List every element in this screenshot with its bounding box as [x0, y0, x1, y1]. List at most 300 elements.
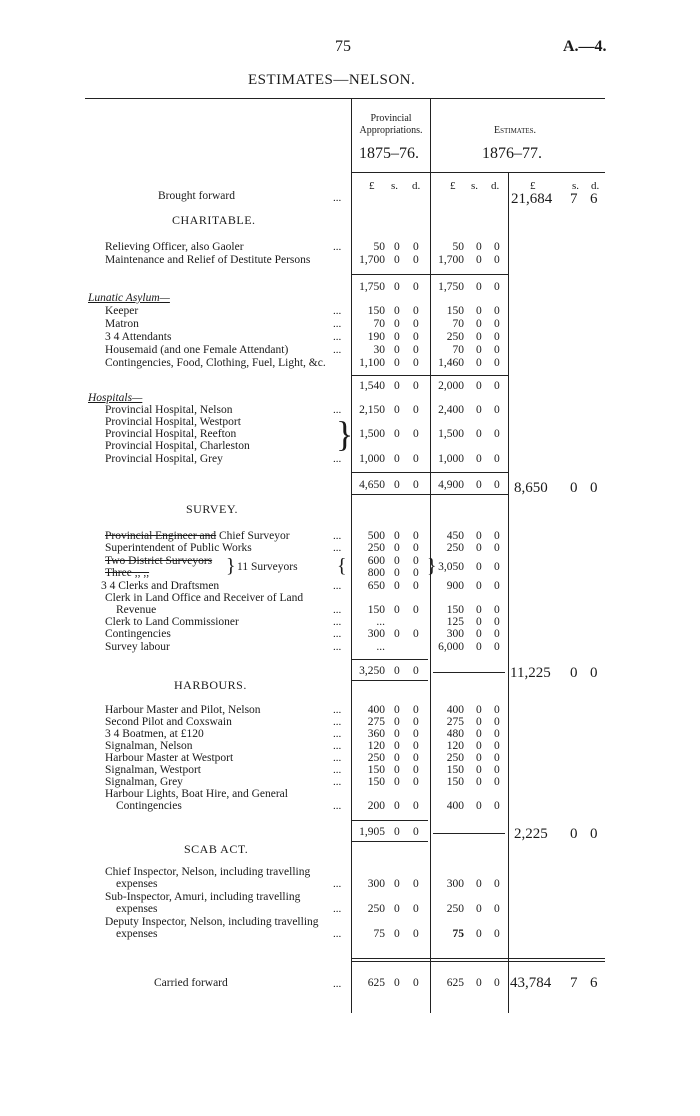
header-rule-right	[508, 172, 605, 173]
zero-s: 0	[476, 305, 482, 317]
zero-d: 0	[494, 928, 500, 940]
survey-row-label: Three ,, ,,	[105, 567, 150, 579]
zero-d: 0	[494, 728, 500, 740]
zero-d: 0	[494, 380, 500, 392]
zero-s: 0	[476, 404, 482, 416]
scab-row-prov: 75	[373, 928, 385, 940]
dash-rule	[433, 833, 505, 834]
zero-s: 0	[394, 479, 400, 491]
leader-dots: ...	[333, 530, 342, 542]
leader-dots: ...	[333, 752, 342, 764]
prov-header-line2: Appropriations.	[359, 125, 423, 136]
hospital-row-est: 1,000	[438, 453, 464, 465]
zero-d: 0	[413, 826, 419, 838]
leader-dots: ...	[333, 192, 342, 204]
zero-s: 0	[394, 740, 400, 752]
zero-s: 0	[394, 331, 400, 343]
zero-d: 0	[413, 728, 419, 740]
zero-s: 0	[394, 530, 400, 542]
zero-d: 0	[413, 800, 419, 812]
zero-d: 0	[494, 878, 500, 890]
prov-year: 1875–76.	[359, 145, 419, 162]
lunatic-row-label: 3 4 Attendants	[105, 331, 172, 343]
zero-s: 0	[476, 977, 482, 989]
zero-d: 0	[413, 331, 419, 343]
zero-d: 0	[494, 428, 500, 440]
vline-prov	[351, 99, 352, 1013]
zero-d: 0	[413, 305, 419, 317]
leader-dots: ...	[333, 764, 342, 776]
leader-dots: ...	[333, 800, 342, 812]
zero-s: 0	[476, 357, 482, 369]
unit-d-est: d.	[491, 180, 500, 192]
subtotal-rule	[352, 820, 428, 821]
zero-s: 0	[394, 716, 400, 728]
zero-s: 0	[394, 344, 400, 356]
charitable-row-prov: 50	[373, 241, 385, 253]
zero-s: 0	[394, 977, 400, 989]
leader-dots: ...	[333, 344, 342, 356]
zero-s: 0	[394, 555, 400, 567]
unit-pound-total: £	[530, 180, 536, 192]
unit-pound-prov: £	[369, 180, 375, 192]
zero-d: 0	[494, 254, 500, 266]
scab-row-label: Deputy Inspector, Nelson, including travelling	[105, 916, 319, 928]
zero-s: 0	[394, 764, 400, 776]
zero-d: 0	[413, 776, 419, 788]
survey-row-prov: 500	[367, 530, 385, 542]
total-shillings: 0	[570, 665, 578, 681]
zero-s: 0	[476, 728, 482, 740]
charitable-row-est: 1,700	[438, 254, 464, 266]
leader-dots: ...	[333, 404, 342, 416]
hospital-row-label: Provincial Hospital, Grey	[105, 453, 223, 465]
vline-total	[508, 172, 509, 1013]
scab-row-label: expenses	[116, 903, 158, 915]
subtotal-rule	[352, 659, 428, 660]
harbour-row-label: Harbour Master and Pilot, Nelson	[105, 704, 261, 716]
survey-row-prov: 150	[367, 604, 385, 616]
zero-s: 0	[476, 752, 482, 764]
harbour-row-prov: 250	[367, 752, 385, 764]
lunatic-row-label: Matron	[105, 318, 139, 330]
zero-d: 0	[494, 344, 500, 356]
zero-s: 0	[476, 453, 482, 465]
zero-s: 0	[476, 344, 482, 356]
lunatic-row-label: Keeper	[105, 305, 139, 317]
section-title-harbours: HARBOURS.	[174, 678, 247, 692]
survey-row-est: 125	[446, 616, 464, 628]
zero-s: 0	[394, 567, 400, 579]
leader-dots: ...	[333, 740, 342, 752]
zero-d: 0	[413, 479, 419, 491]
survey-row-prov: 300	[367, 628, 385, 640]
zero-s: 0	[394, 665, 400, 677]
subtotal-rule	[352, 494, 508, 495]
harbour-row-est: 250	[446, 752, 464, 764]
zero-d: 0	[494, 903, 500, 915]
zero-s: 0	[476, 740, 482, 752]
lunatic-row-est: 70	[452, 318, 464, 330]
harbours-subtotal-prov: 1,905	[359, 826, 385, 838]
carried-forward-rule	[352, 961, 605, 962]
struck-text: Provincial Engineer and	[105, 530, 217, 542]
survey-row-prov: ...	[376, 641, 385, 653]
zero-s: 0	[476, 542, 482, 554]
zero-d: 0	[494, 764, 500, 776]
harbour-row-est: 150	[446, 764, 464, 776]
survey-row-est: 250	[446, 542, 464, 554]
lunatic-subtotal-est: 2,000	[438, 380, 464, 392]
lunatic-row-label: Housemaid (and one Female Attendant)	[105, 344, 289, 356]
total-shillings: 0	[570, 480, 578, 496]
leader-dots: ...	[333, 318, 342, 330]
harbours-section-total: 2,225	[514, 826, 548, 842]
lunatic-row-est: 70	[452, 344, 464, 356]
hospital-row-label: Provincial Hospital, Westport	[105, 416, 241, 428]
zero-d: 0	[494, 628, 500, 640]
leader-dots: ...	[333, 978, 342, 990]
zero-d: 0	[413, 704, 419, 716]
section-title-survey: SURVEY.	[186, 502, 238, 516]
leader-dots: ...	[333, 305, 342, 317]
unit-d-prov: d.	[412, 180, 421, 192]
zero-s: 0	[476, 800, 482, 812]
zero-s: 0	[394, 542, 400, 554]
leader-dots: ...	[333, 776, 342, 788]
survey-row-label: Revenue	[116, 604, 157, 616]
survey-row-label: Superintendent of Public Works	[105, 542, 252, 554]
charitable-row-label: Maintenance and Relief of Destitute Persons	[105, 254, 311, 266]
harbour-row-prov: 275	[367, 716, 385, 728]
zero-s: 0	[394, 453, 400, 465]
zero-s: 0	[476, 928, 482, 940]
zero-d: 0	[413, 604, 419, 616]
page-number: 75	[335, 38, 351, 55]
harbour-row-est: 150	[446, 776, 464, 788]
brace-note: 11 Surveyors	[237, 561, 298, 573]
zero-s: 0	[476, 530, 482, 542]
zero-d: 0	[494, 604, 500, 616]
zero-d: 0	[494, 704, 500, 716]
hospital-row-prov: 2,150	[359, 404, 385, 416]
zero-d: 0	[413, 716, 419, 728]
label-text: Chief Surveyor	[216, 530, 290, 542]
leader-dots: ...	[333, 241, 342, 253]
zero-s: 0	[394, 281, 400, 293]
zero-d: 0	[494, 542, 500, 554]
zero-d: 0	[494, 404, 500, 416]
zero-s: 0	[394, 254, 400, 266]
top-rule	[85, 98, 605, 99]
zero-d: 0	[494, 357, 500, 369]
zero-d: 0	[494, 752, 500, 764]
survey-row-est: 6,000	[438, 641, 464, 653]
zero-d: 0	[413, 903, 419, 915]
subtotal-rule	[352, 274, 508, 275]
leader-dots: ...	[333, 453, 342, 465]
harbour-row-label: 3 4 Boatmen, at £120	[105, 728, 204, 740]
scab-row-est: 75	[452, 928, 464, 940]
leader-dots: ...	[333, 628, 342, 640]
zero-s: 0	[394, 800, 400, 812]
survey-subtotal-prov: 3,250	[359, 665, 385, 677]
zero-s: 0	[394, 752, 400, 764]
zero-d: 0	[494, 530, 500, 542]
zero-d: 0	[494, 977, 500, 989]
charitable-row-est: 50	[452, 241, 464, 253]
unit-s-est: s.	[471, 180, 479, 192]
zero-s: 0	[476, 254, 482, 266]
zero-s: 0	[476, 704, 482, 716]
dash-rule	[433, 672, 505, 673]
scab-row-prov: 300	[367, 878, 385, 890]
zero-s: 0	[476, 318, 482, 330]
zero-s: 0	[394, 404, 400, 416]
zero-s: 0	[394, 628, 400, 640]
harbour-row-est: 480	[446, 728, 464, 740]
hospitals-subtotal-prov: 4,650	[359, 479, 385, 491]
zero-d: 0	[413, 977, 419, 989]
zero-d: 0	[413, 628, 419, 640]
subtotal-rule	[352, 375, 508, 376]
harbour-row-label: Signalman, Grey	[105, 776, 183, 788]
zero-d: 0	[494, 800, 500, 812]
carried-forward-est: 625	[446, 977, 464, 989]
scab-row-label: expenses	[116, 928, 158, 940]
zero-s: 0	[476, 616, 482, 628]
harbour-row-label: Contingencies	[116, 800, 182, 812]
lunatic-row-est: 150	[446, 305, 464, 317]
zero-d: 0	[413, 380, 419, 392]
zero-d: 0	[494, 740, 500, 752]
leader-dots: ...	[333, 903, 342, 915]
zero-d: 0	[413, 555, 419, 567]
leader-dots: ...	[333, 641, 342, 653]
zero-s: 0	[476, 764, 482, 776]
harbour-row-label: Signalman, Nelson	[105, 740, 193, 752]
zero-d: 0	[413, 752, 419, 764]
harbour-row-est: 400	[446, 704, 464, 716]
harbour-row-label: Signalman, Westport	[105, 764, 201, 776]
survey-row-prov: 250	[367, 542, 385, 554]
zero-s: 0	[476, 428, 482, 440]
hospital-row-prov: 1,500	[359, 428, 385, 440]
carried-forward-pounds: 43,784	[510, 975, 552, 991]
scab-row-est: 300	[446, 878, 464, 890]
carried-forward-label: Carried forward	[154, 977, 228, 989]
charitable-subtotal-prov: 1,750	[359, 281, 385, 293]
zero-s: 0	[394, 826, 400, 838]
hospitals-subtotal-est: 4,900	[438, 479, 464, 491]
zero-d: 0	[494, 561, 500, 573]
brace-icon: {	[337, 555, 347, 577]
leader-dots: ...	[333, 716, 342, 728]
scab-row-label: Sub-Inspector, Amuri, including travelling	[105, 891, 301, 903]
hospital-row-prov: 1,000	[359, 453, 385, 465]
survey-row-est: 900	[446, 580, 464, 592]
zero-d: 0	[494, 241, 500, 253]
scab-row-label: expenses	[116, 878, 158, 890]
zero-d: 0	[413, 580, 419, 592]
brought-forward-pounds: 21,684	[511, 191, 553, 207]
harbour-row-prov: 400	[367, 704, 385, 716]
zero-s: 0	[476, 903, 482, 915]
lunatic-row-prov: 70	[373, 318, 385, 330]
zero-d: 0	[494, 580, 500, 592]
section-title-scab-act: SCAB ACT.	[184, 842, 249, 856]
leader-dots: ...	[333, 704, 342, 716]
zero-d: 0	[413, 665, 419, 677]
section-title-charitable: CHARITABLE.	[172, 213, 256, 227]
zero-d: 0	[413, 318, 419, 330]
survey-row-label: Clerk in Land Office and Receiver of Land	[105, 592, 304, 604]
zero-s: 0	[476, 776, 482, 788]
harbour-row-label: Harbour Lights, Boat Hire, and General	[105, 788, 288, 800]
zero-d: 0	[494, 616, 500, 628]
zero-s: 0	[394, 380, 400, 392]
hospitals-title: Hospitals—	[88, 392, 143, 404]
harbour-row-est: 120	[446, 740, 464, 752]
zero-s: 0	[476, 604, 482, 616]
zero-d: 0	[494, 331, 500, 343]
zero-s: 0	[476, 716, 482, 728]
zero-s: 0	[394, 318, 400, 330]
subtotal-rule	[352, 472, 508, 473]
zero-d: 0	[413, 928, 419, 940]
zero-d: 0	[494, 641, 500, 653]
leader-dots: ...	[333, 604, 342, 616]
charitable-subtotal-est: 1,750	[438, 281, 464, 293]
zero-s: 0	[476, 241, 482, 253]
zero-d: 0	[494, 776, 500, 788]
zero-s: 0	[394, 580, 400, 592]
lunatic-row-est: 1,460	[438, 357, 464, 369]
hospital-row-est: 1,500	[438, 428, 464, 440]
zero-d: 0	[413, 428, 419, 440]
survey-row-est: 300	[446, 628, 464, 640]
zero-s: 0	[476, 878, 482, 890]
zero-s: 0	[394, 728, 400, 740]
prov-header-line1: Provincial	[370, 113, 412, 124]
brace-icon: }	[226, 555, 236, 577]
survey-section-total: 11,225	[510, 665, 551, 681]
header-rule-left	[351, 172, 508, 173]
zero-s: 0	[476, 628, 482, 640]
carried-forward-pence: 6	[590, 975, 598, 991]
charitable-section-total: 8,650	[514, 480, 548, 496]
lunatic-row-est: 250	[446, 331, 464, 343]
zero-s: 0	[476, 561, 482, 573]
brought-forward-pence: 6	[590, 191, 598, 207]
survey-row-est: 450	[446, 530, 464, 542]
hospital-row-label: Provincial Hospital, Nelson	[105, 404, 233, 416]
leader-dots: ...	[333, 331, 342, 343]
zero-d: 0	[494, 716, 500, 728]
lunatic-row-prov: 150	[367, 305, 385, 317]
survey-row-label: Clerk to Land Commissioner	[105, 616, 239, 628]
zero-d: 0	[413, 764, 419, 776]
survey-row-label: Contingencies	[105, 628, 171, 640]
harbour-row-prov: 150	[367, 776, 385, 788]
zero-d: 0	[413, 567, 419, 579]
page-title: ESTIMATES—NELSON.	[248, 72, 416, 88]
total-pence: 0	[590, 665, 598, 681]
zero-s: 0	[394, 903, 400, 915]
unit-s-total: s.	[572, 180, 580, 192]
zero-s: 0	[394, 704, 400, 716]
survey-row-label: Two District Surveyors	[105, 555, 213, 567]
harbour-row-label: Harbour Master at Westport	[105, 752, 234, 764]
brought-forward-shillings: 7	[570, 191, 578, 207]
zero-d: 0	[494, 479, 500, 491]
hospital-row-label: Provincial Hospital, Charleston	[105, 440, 250, 452]
leader-dots: ...	[333, 928, 342, 940]
zero-s: 0	[394, 878, 400, 890]
scab-row-prov: 250	[367, 903, 385, 915]
leader-dots: ...	[333, 542, 342, 554]
carried-forward-rule	[352, 958, 605, 959]
zero-d: 0	[413, 254, 419, 266]
leader-dots: ...	[333, 728, 342, 740]
lunatic-row-prov: 190	[367, 331, 385, 343]
zero-d: 0	[494, 318, 500, 330]
zero-s: 0	[476, 580, 482, 592]
zero-d: 0	[494, 281, 500, 293]
brace-icon: }	[336, 414, 354, 454]
zero-d: 0	[413, 453, 419, 465]
survey-row-prov: 600	[367, 555, 385, 567]
survey-row-est: 3,050	[438, 561, 464, 573]
zero-s: 0	[394, 776, 400, 788]
leader-dots: ...	[333, 878, 342, 890]
zero-s: 0	[476, 331, 482, 343]
unit-s-prov: s.	[391, 180, 399, 192]
survey-row-prov: 800	[367, 567, 385, 579]
total-pence: 0	[590, 480, 598, 496]
harbour-row-est: 275	[446, 716, 464, 728]
total-shillings: 0	[570, 826, 578, 842]
lunatic-row-prov: 30	[373, 344, 385, 356]
survey-row-est: 150	[446, 604, 464, 616]
zero-s: 0	[476, 380, 482, 392]
scab-row-label: Chief Inspector, Nelson, including travelling	[105, 866, 311, 878]
zero-s: 0	[394, 928, 400, 940]
subtotal-rule	[352, 680, 428, 681]
zero-d: 0	[413, 878, 419, 890]
lunatic-subtotal-prov: 1,540	[359, 380, 385, 392]
brought-forward-label: Brought forward	[158, 190, 235, 202]
zero-s: 0	[394, 241, 400, 253]
unit-d-total: d.	[591, 180, 600, 192]
leader-dots: ...	[333, 616, 342, 628]
zero-s: 0	[476, 479, 482, 491]
carried-forward-prov: 625	[367, 977, 385, 989]
zero-s: 0	[394, 305, 400, 317]
harbour-row-prov: 200	[367, 800, 385, 812]
zero-d: 0	[494, 305, 500, 317]
lunatic-row-prov: 1,100	[359, 357, 385, 369]
survey-row-label: Survey labour	[105, 641, 170, 653]
zero-s: 0	[394, 604, 400, 616]
harbour-row-prov: 150	[367, 764, 385, 776]
subtotal-rule	[352, 841, 428, 842]
zero-d: 0	[413, 740, 419, 752]
harbour-row-prov: 120	[367, 740, 385, 752]
zero-d: 0	[413, 530, 419, 542]
survey-row-prov: ...	[376, 616, 385, 628]
zero-s: 0	[476, 281, 482, 293]
